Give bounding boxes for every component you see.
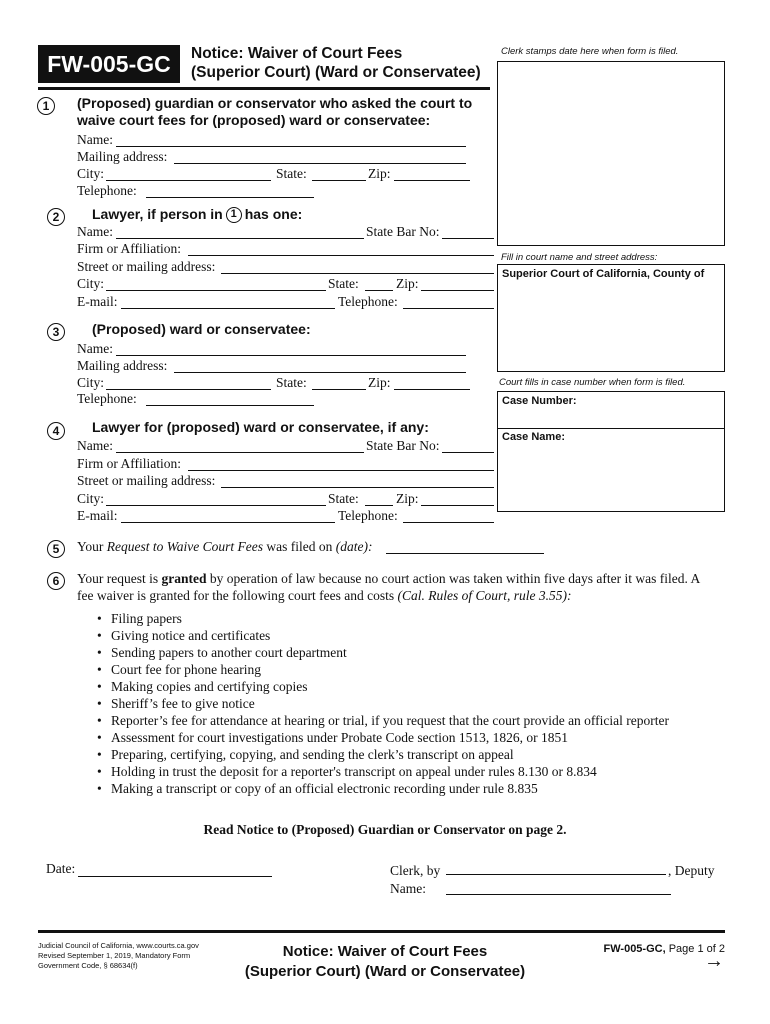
s2-name-field[interactable] bbox=[116, 238, 364, 239]
section-1-number: 1 bbox=[37, 97, 55, 115]
clerk-stamp-box[interactable] bbox=[497, 61, 725, 246]
s3-telephone-field[interactable] bbox=[146, 405, 314, 406]
court-name-label: Superior Court of California, County of bbox=[502, 268, 705, 280]
fee-item: • Making a transcript or copy of an official electronic recording under rule 8.835 bbox=[97, 780, 669, 797]
s3-name-field[interactable] bbox=[116, 355, 466, 356]
s2-city-label: City: bbox=[77, 276, 105, 291]
fee-item: • Filing papers bbox=[97, 610, 669, 627]
s4-name-label: Name: bbox=[77, 438, 113, 453]
s4-zip-label: Zip: bbox=[396, 491, 419, 506]
case-name-label: Case Name: bbox=[502, 431, 565, 443]
s2-email-field[interactable] bbox=[121, 308, 335, 309]
section-5-number: 5 bbox=[47, 540, 65, 558]
deputy-label: , Deputy bbox=[668, 863, 715, 878]
s1-zip-field[interactable] bbox=[394, 180, 470, 181]
section-1-heading: (Proposed) guardian or conservator who asked the court to waive court fees for (proposed) ward or conservatee: bbox=[77, 95, 473, 128]
section-6-text: Your request is granted by operation of law because no court action was taken within five days after it was filed. A fee waiver is granted for the following court fees and costs (Cal. Rules of Court, rule 3.55): bbox=[77, 571, 701, 603]
s1-name-label: Name: bbox=[77, 132, 113, 147]
footer-left: Judicial Council of California, www.courts.ca.gov Revised September 1, 2019, Mandatory Form Government Code, § 68634(f) bbox=[38, 941, 199, 970]
s4-city-field[interactable] bbox=[106, 505, 326, 506]
s4-state-label: State: bbox=[328, 491, 359, 506]
s3-city-label: City: bbox=[77, 375, 105, 390]
footer-rule bbox=[38, 930, 725, 933]
signature-date-field[interactable] bbox=[78, 876, 272, 877]
section-3-number: 3 bbox=[47, 323, 65, 341]
s2-telephone-field[interactable] bbox=[403, 308, 494, 309]
section-1-reference: 1 bbox=[226, 207, 242, 223]
s3-name-label: Name: bbox=[77, 341, 113, 356]
header-rule bbox=[38, 87, 490, 90]
form-id-badge: FW-005-GC bbox=[38, 45, 180, 83]
form-title: Notice: Waiver of Court Fees (Superior Court) (Ward or Conservatee) bbox=[191, 45, 481, 81]
section-2-heading: Lawyer, if person in 1 has one: bbox=[92, 206, 303, 222]
date-label: Date: bbox=[46, 861, 76, 876]
case-box-instruction: Court fills in case number when form is filed. bbox=[499, 377, 686, 388]
s2-zip-label: Zip: bbox=[396, 276, 419, 291]
footer-page-info: FW-005-GC, Page 1 of 2 bbox=[603, 943, 725, 955]
footer-title: Notice: Waiver of Court Fees (Superior Court) (Ward or Conservatee) bbox=[244, 943, 526, 980]
fee-item: • Court fee for phone hearing bbox=[97, 661, 669, 678]
s3-state-label: State: bbox=[276, 375, 307, 390]
s1-telephone-label: Telephone: bbox=[77, 183, 137, 198]
s2-name-label: Name: bbox=[77, 224, 113, 239]
s1-state-field[interactable] bbox=[312, 180, 366, 181]
fee-item: • Assessment for court investigations under Probate Code section 1513, 1826, or 1851 bbox=[97, 729, 669, 746]
section-4-number: 4 bbox=[47, 422, 65, 440]
s3-zip-label: Zip: bbox=[368, 375, 391, 390]
s1-mailing-field[interactable] bbox=[174, 163, 466, 164]
s4-email-label: E-mail: bbox=[77, 508, 118, 523]
s3-mailing-label: Mailing address: bbox=[77, 358, 168, 373]
fee-list bbox=[97, 610, 669, 797]
s4-street-label: Street or mailing address: bbox=[77, 473, 216, 488]
s5-date-field[interactable] bbox=[386, 553, 544, 554]
fee-item: • Preparing, certifying, copying, and sending the clerk’s transcript on appeal bbox=[97, 746, 669, 763]
case-info-box bbox=[497, 391, 725, 512]
s2-state-bar-label: State Bar No: bbox=[366, 224, 440, 239]
s2-street-label: Street or mailing address: bbox=[77, 259, 216, 274]
s3-mailing-field[interactable] bbox=[174, 372, 466, 373]
s2-state-field[interactable] bbox=[365, 290, 393, 291]
s4-street-field[interactable] bbox=[221, 487, 494, 488]
s1-state-label: State: bbox=[276, 166, 307, 181]
fee-item: • Reporter’s fee for attendance at hearing or trial, if you request that the court provide an official reporter bbox=[97, 712, 669, 729]
s3-telephone-label: Telephone: bbox=[77, 391, 137, 406]
section-5-text: Your Request to Waive Court Fees was filed on (date): bbox=[77, 539, 373, 554]
s2-firm-field[interactable] bbox=[188, 255, 494, 256]
s1-city-field[interactable] bbox=[106, 180, 271, 181]
s3-state-field[interactable] bbox=[312, 389, 366, 390]
read-notice-line: Read Notice to (Proposed) Guardian or Conservator on page 2. bbox=[203, 822, 567, 837]
clerk-stamp-note: Clerk stamps date here when form is filed. bbox=[501, 46, 679, 57]
clerk-by-label: Clerk, by bbox=[390, 863, 441, 878]
s2-telephone-label: Telephone: bbox=[338, 294, 398, 309]
s4-firm-label: Firm or Affiliation: bbox=[77, 456, 181, 471]
fee-item: • Sending papers to another court department bbox=[97, 644, 669, 661]
s2-zip-field[interactable] bbox=[421, 290, 494, 291]
s1-zip-label: Zip: bbox=[368, 166, 391, 181]
case-box-divider bbox=[498, 428, 724, 429]
clerk-name-label: Name: bbox=[390, 881, 426, 896]
s1-mailing-label: Mailing address: bbox=[77, 149, 168, 164]
case-number-label: Case Number: bbox=[502, 395, 577, 407]
s3-zip-field[interactable] bbox=[394, 389, 470, 390]
s4-firm-field[interactable] bbox=[188, 470, 494, 471]
s4-state-field[interactable] bbox=[365, 505, 393, 506]
clerk-signature-field[interactable] bbox=[446, 874, 666, 875]
s2-street-field[interactable] bbox=[221, 273, 494, 274]
s4-city-label: City: bbox=[77, 491, 105, 506]
s2-state-bar-field[interactable] bbox=[442, 238, 494, 239]
s4-state-bar-field[interactable] bbox=[442, 452, 494, 453]
s4-zip-field[interactable] bbox=[421, 505, 494, 506]
s1-city-label: City: bbox=[77, 166, 105, 181]
court-name-box[interactable] bbox=[497, 264, 725, 372]
s4-name-field[interactable] bbox=[116, 452, 364, 453]
s2-email-label: E-mail: bbox=[77, 294, 118, 309]
fee-item: • Holding in trust the deposit for a reporter's transcript on appeal under rules 8.130 or 8.834 bbox=[97, 763, 669, 780]
fee-item: • Sheriff’s fee to give notice bbox=[97, 695, 669, 712]
s2-city-field[interactable] bbox=[106, 290, 326, 291]
s4-telephone-field[interactable] bbox=[403, 522, 494, 523]
s2-firm-label: Firm or Affiliation: bbox=[77, 241, 181, 256]
court-box-instruction: Fill in court name and street address: bbox=[501, 252, 658, 263]
s1-name-field[interactable] bbox=[116, 146, 466, 147]
s1-telephone-field[interactable] bbox=[146, 197, 314, 198]
s4-telephone-label: Telephone: bbox=[338, 508, 398, 523]
fee-item: • Making copies and certifying copies bbox=[97, 678, 669, 695]
s4-email-field[interactable] bbox=[121, 522, 335, 523]
section-4-heading: Lawyer for (proposed) ward or conservatee, if any: bbox=[92, 419, 429, 435]
s2-state-label: State: bbox=[328, 276, 359, 291]
next-page-arrow-icon: → bbox=[704, 950, 724, 972]
s4-state-bar-label: State Bar No: bbox=[366, 438, 440, 453]
section-2-number: 2 bbox=[47, 208, 65, 226]
section-6-number: 6 bbox=[47, 572, 65, 590]
clerk-name-field[interactable] bbox=[446, 894, 671, 895]
s3-city-field[interactable] bbox=[106, 389, 271, 390]
fee-item: • Giving notice and certificates bbox=[97, 627, 669, 644]
section-3-heading: (Proposed) ward or conservatee: bbox=[92, 321, 311, 337]
